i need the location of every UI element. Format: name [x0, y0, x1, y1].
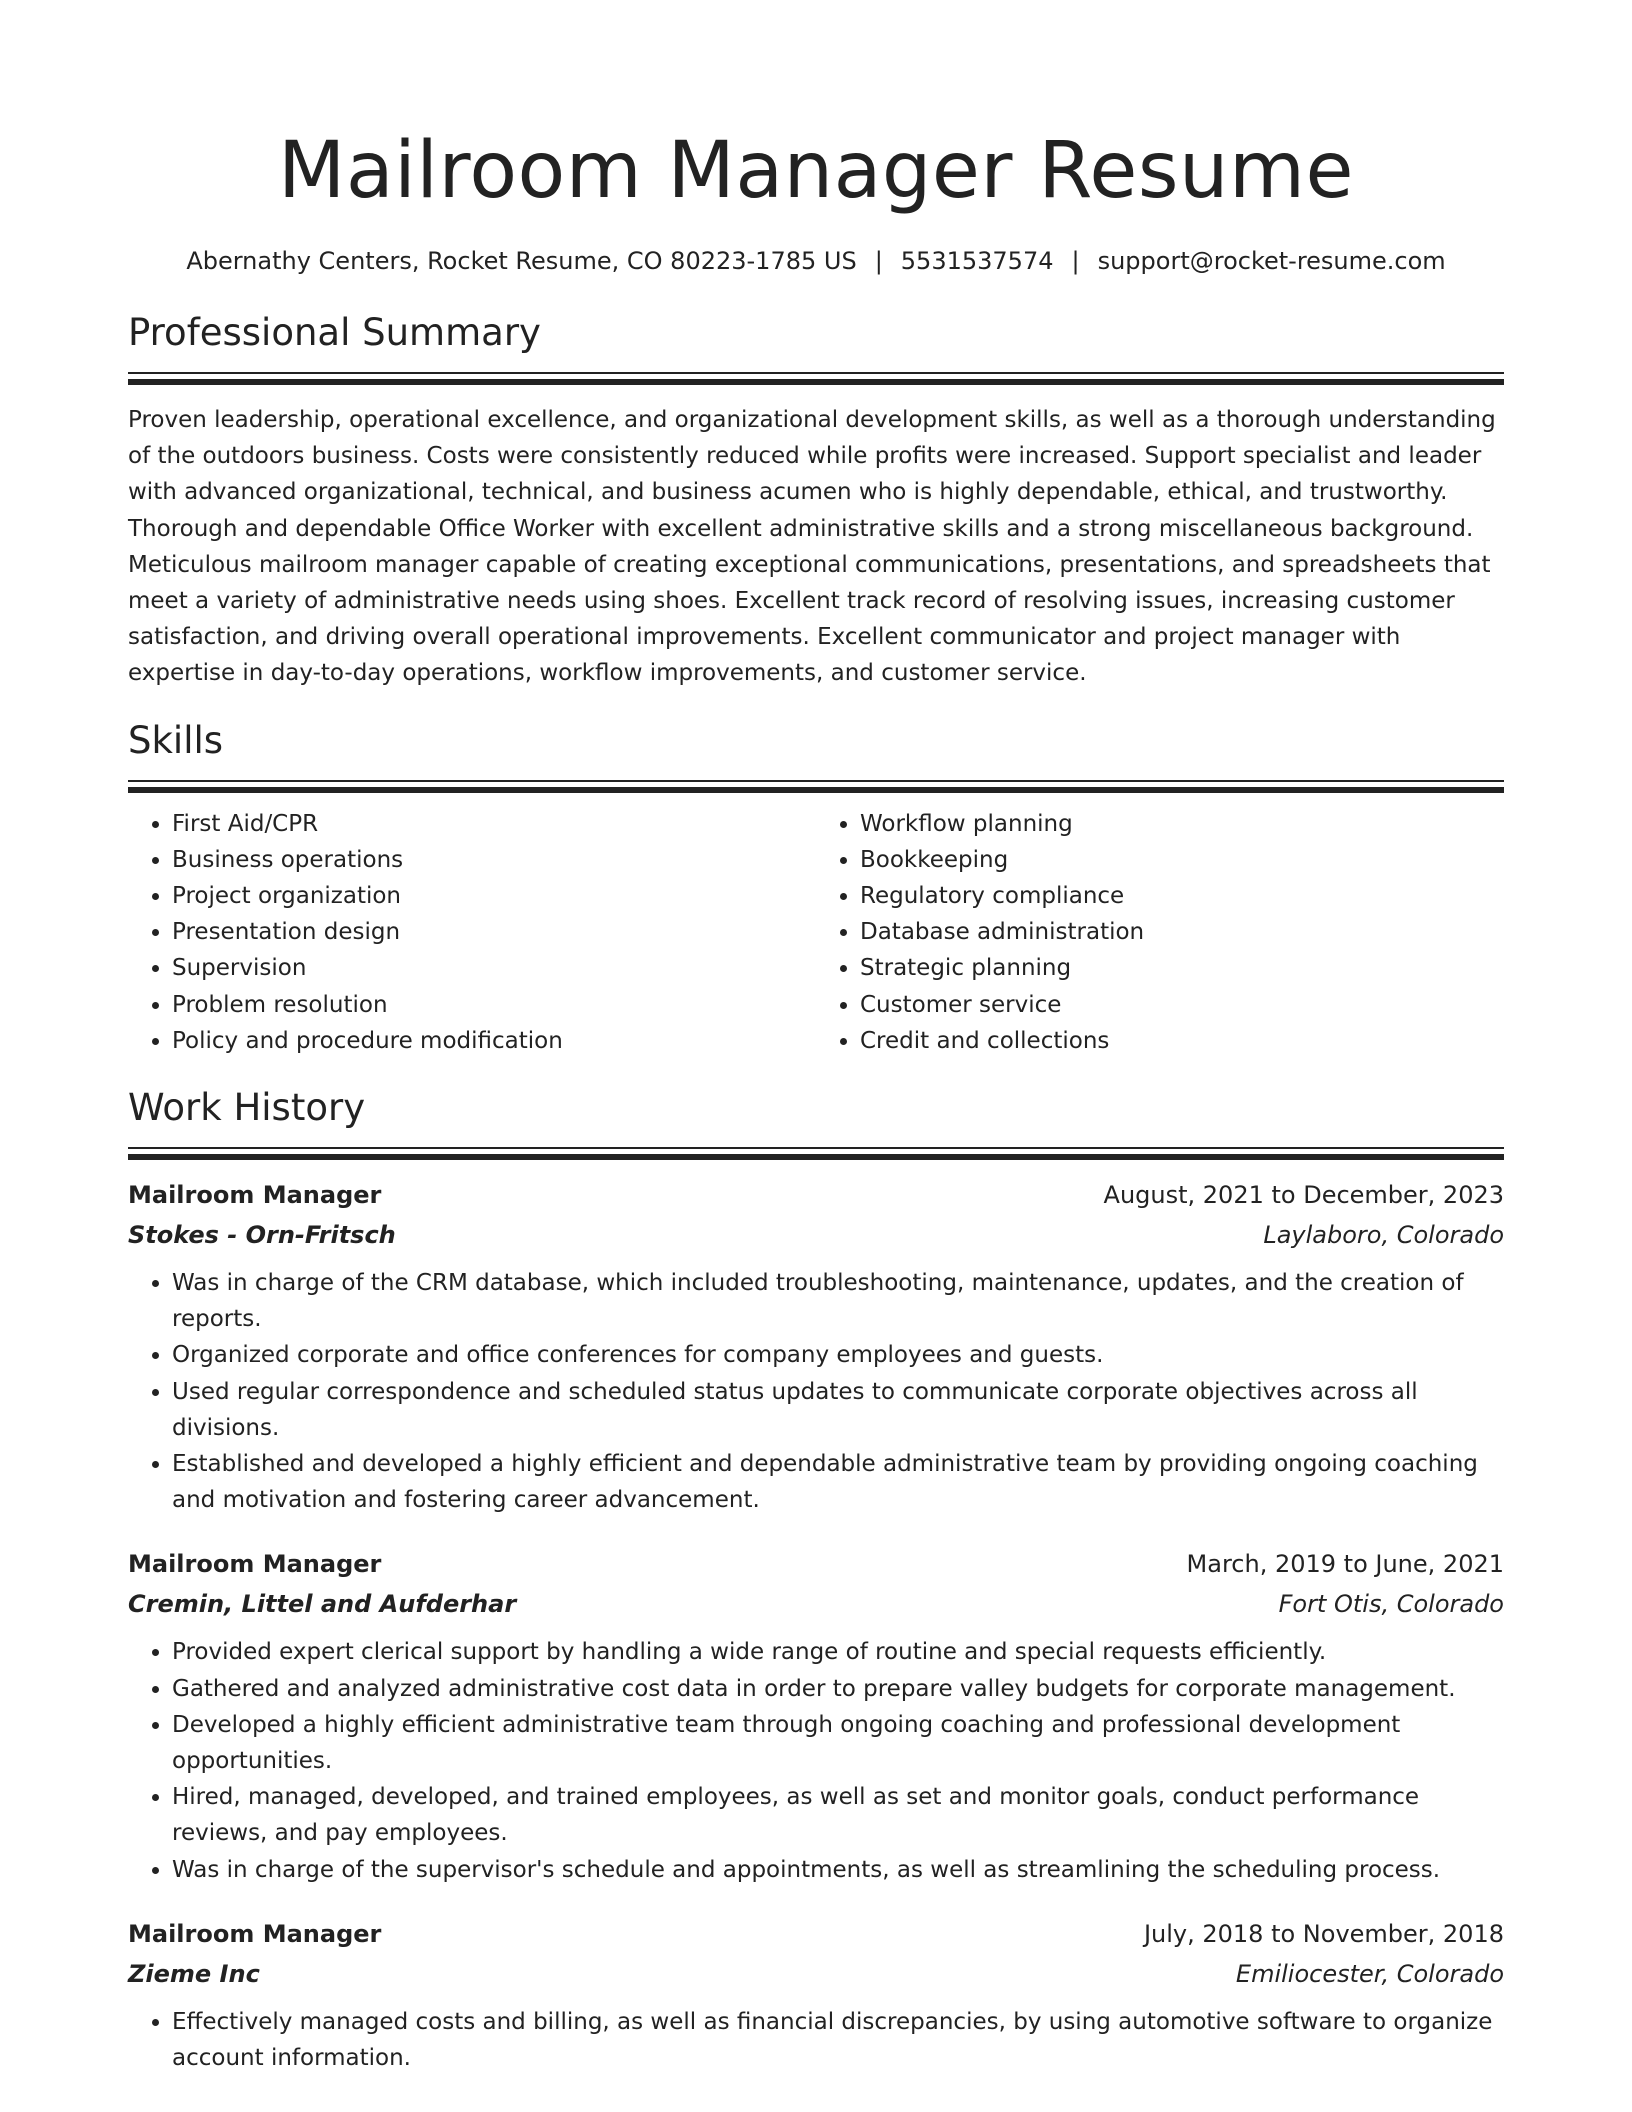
job-entry	[128, 1914, 1504, 2076]
skill-item: • Problem resolution	[172, 987, 816, 1023]
job-location: Emiliocester, Colorado	[1235, 1959, 1504, 1988]
job-subheader	[128, 1215, 1504, 1255]
job-bullets	[128, 1634, 1504, 1887]
job-bullet: • Was in charge of the CRM database, which included troubleshooting, maintenance, updates, and the creation of reports.	[172, 1265, 1504, 1337]
job-dates: March, 2019 to June, 2021	[1186, 1550, 1504, 1579]
job-bullet: • Used regular correspondence and scheduled status updates to communicate corporate objectives across all divisions.	[172, 1374, 1504, 1446]
job-dates: August, 2021 to December, 2023	[1103, 1181, 1504, 1210]
job-subheader	[128, 1584, 1504, 1624]
skill-item: • Business operations	[172, 842, 816, 878]
skill-item: • Presentation design	[172, 914, 816, 950]
skill-item: • Workflow planning	[860, 806, 1504, 842]
skills-section	[128, 716, 1504, 1059]
job-title: Mailroom Manager	[128, 1181, 382, 1210]
job-bullet: • Provided expert clerical support by handling a wide range of routine and special requests efficiently.	[172, 1634, 1504, 1670]
work-history-section	[128, 1083, 1504, 2076]
job-header	[128, 1175, 1504, 1215]
job-bullets	[128, 2004, 1504, 2076]
skill-item: • Regulatory compliance	[860, 878, 1504, 914]
section-heading: Professional Summary	[128, 311, 541, 354]
job-header	[128, 1544, 1504, 1584]
job-entry	[128, 1175, 1504, 1518]
job-title: Mailroom Manager	[128, 1919, 382, 1948]
job-bullet: • Established and developed a highly efficient and dependable administrative team by providing ongoing coaching and motivation and fostering career advancement.	[172, 1446, 1504, 1518]
summary-text: Proven leadership, operational excellence, and organizational development skills, as well as a thorough understanding of the outdoors business. Costs were consistently reduced while profits were increased. Support specialist and leader with advanced organizational, technical, and business acumen who is highly dependable, ethical, and trustworthy. Thorough and dependable Office Worker with excellent administrative skills and a strong miscellaneous background. Meticulous mailroom manager capable of creating exceptional communications, presentations, and spreadsheets that meet a variety of administrative needs using shoes. Excellent track record of resolving issues, increasing customer satisfaction, and driving overall operational improvements. Excellent communicator and project manager with expertise in day-to-day operations, workflow improvements, and customer service.	[128, 407, 1496, 687]
section-divider	[128, 1147, 1504, 1163]
job-location: Fort Otis, Colorado	[1278, 1590, 1504, 1619]
section-heading: Work History	[128, 1086, 366, 1130]
job-bullet: • Was in charge of the supervisor's schedule and appointments, as well as streamlining the scheduling process.	[172, 1852, 1504, 1888]
skills-columns	[128, 806, 1504, 1059]
professional-summary-section	[128, 308, 1504, 692]
contact-email: support@rocket-resume.com	[1097, 247, 1446, 275]
job-title: Mailroom Manager	[128, 1550, 382, 1579]
skill-item: • Customer service	[860, 987, 1504, 1023]
contact-line	[128, 244, 1504, 278]
skill-item: • Policy and procedure modification	[172, 1023, 816, 1059]
job-bullets	[128, 1265, 1504, 1518]
job-bullet: • Gathered and analyzed administrative cost data in order to prepare valley budgets for corporate management.	[172, 1671, 1504, 1707]
skill-item: • Database administration	[860, 914, 1504, 950]
job-entry	[128, 1544, 1504, 1887]
job-company: Stokes - Orn-Fritsch	[128, 1221, 396, 1250]
job-company: Zieme Inc	[128, 1959, 260, 1988]
skill-item: • First Aid/CPR	[172, 806, 816, 842]
job-bullet: • Developed a highly efficient administrative team through ongoing coaching and professional development opportunities.	[172, 1707, 1504, 1779]
section-divider	[128, 780, 1504, 796]
job-dates: July, 2018 to November, 2018	[1143, 1919, 1504, 1948]
contact-separator: |	[874, 247, 883, 275]
skill-item: • Supervision	[172, 950, 816, 986]
contact-separator: |	[1071, 247, 1080, 275]
job-bullet: • Effectively managed costs and billing, as well as financial discrepancies, by using automotive software to organize account information.	[172, 2004, 1504, 2076]
job-header	[128, 1914, 1504, 1954]
job-bullet: • Hired, managed, developed, and trained employees, as well as set and monitor goals, conduct performance reviews, and pay employees.	[172, 1779, 1504, 1851]
contact-address: Abernathy Centers, Rocket Resume, CO 80223-1785 US	[186, 247, 857, 275]
skill-item: • Project organization	[172, 878, 816, 914]
job-subheader	[128, 1954, 1504, 1994]
job-company: Cremin, Littel and Aufderhar	[128, 1590, 517, 1619]
skill-item: • Strategic planning	[860, 950, 1504, 986]
skills-list-right	[816, 806, 1504, 1059]
skills-list-left	[128, 806, 816, 1059]
job-location: Laylaboro, Colorado	[1263, 1221, 1504, 1250]
skill-item: • Bookkeeping	[860, 842, 1504, 878]
skill-item: • Credit and collections	[860, 1023, 1504, 1059]
job-bullet: • Organized corporate and office conferences for company employees and guests.	[172, 1337, 1504, 1373]
page-title: Mailroom Manager Resume	[278, 126, 1354, 216]
section-divider	[128, 372, 1504, 388]
section-heading: Skills	[128, 718, 224, 762]
contact-phone: 5531537574	[900, 247, 1054, 275]
